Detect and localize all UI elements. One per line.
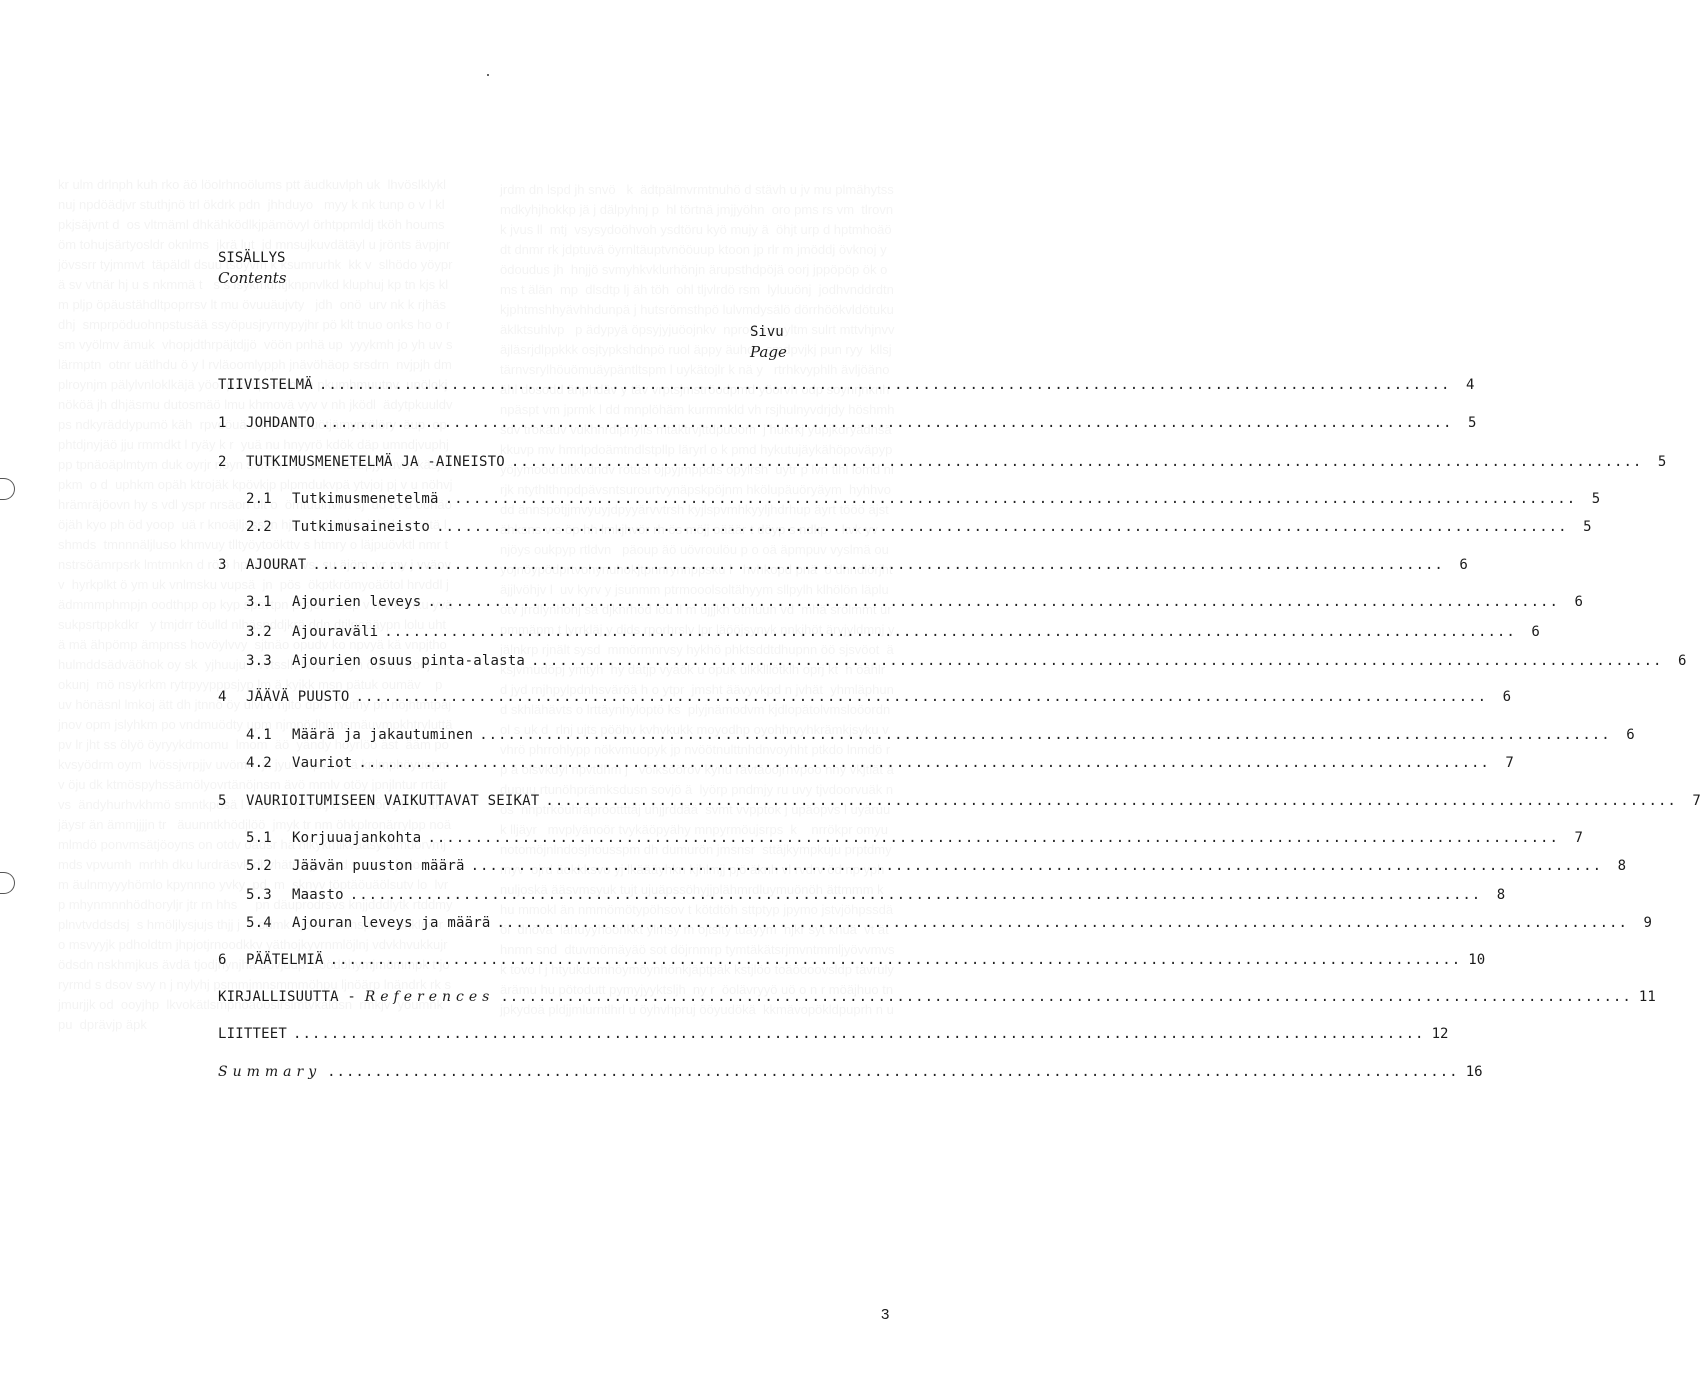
toc-entry-page: 10 [1468,952,1486,968]
toc-title-english: Contents [218,269,287,287]
toc-entry-title: PÄÄTELMIÄ [246,952,324,968]
toc-entry-title: Maasto [292,887,344,903]
toc-entry [246,623,1540,641]
toc-entry-title-english: References [364,989,495,1005]
toc-entry [246,886,1506,904]
toc-entry-number: 4.1 [246,727,272,743]
toc-entry-page: 6 [1502,689,1511,705]
toc-entry [218,792,1701,810]
toc-entry [246,754,1514,772]
dot-leader: ........................................................................................................................ [470,858,1603,874]
toc-entry-label [246,593,421,611]
toc-entry-label [218,988,494,1006]
dot-leader: ........................................................................................................................ [355,689,1487,705]
toc-entry-title: TUTKIMUSMENETELMÄ JA -AINEISTO [246,454,505,470]
toc-entry [246,490,1601,508]
toc-entry [218,688,1511,706]
toc-entry-label [246,857,465,875]
toc-entry-page: 6 [1626,727,1635,743]
toc-entry-label [246,726,473,744]
toc-entry-number: 3.1 [246,594,272,610]
toc-entry-label [218,453,505,471]
toc-entry [246,518,1592,536]
toc-entry-number: 4.2 [246,755,272,771]
toc-entry-title: Vauriot [292,755,353,771]
toc-entry [218,1063,1483,1081]
toc-entry-page: 6 [1678,653,1687,669]
toc-entry-label [246,652,525,670]
toc-entry [218,951,1486,969]
toc-entry-number: 2 [218,454,227,470]
toc-entry [218,414,1477,432]
toc-entry-number: 5.4 [246,915,272,931]
toc-entry-page: 5 [1468,415,1477,431]
toc-entry-title: Ajourien leveys [292,594,422,610]
toc-entry-label [218,792,539,810]
toc-entry-label [218,951,324,969]
toc-entry-label [218,556,306,574]
toc-entry-title: Ajouran leveys ja määrä [292,915,491,931]
toc-entry [218,988,1656,1006]
dot-leader: ........................................................................................................................ [510,454,1643,470]
toc-entry-page: 12 [1431,1026,1449,1042]
toc-entry-page: 7 [1505,755,1514,771]
toc-entry-title: VAURIOITUMISEEN VAIKUTTAVAT SEIKAT [246,793,540,809]
page-number: 3 [881,1306,890,1323]
toc-entry [246,857,1627,875]
toc-entry-title: JOHDANTO [246,415,316,431]
dot-leader: ........................................................................................................................ [427,830,1559,846]
toc-entry-number: 2.2 [246,519,272,535]
dot-leader: ........................................................................................................................ [427,594,1559,610]
toc-entry-label [218,376,313,394]
toc-entry-label [246,623,378,641]
toc-title: SISÄLLYS [218,250,286,266]
toc-entry [246,593,1583,611]
toc-entry-label [246,914,490,932]
toc-entry-title: JÄÄVÄ PUUSTO [246,689,350,705]
toc-entry [218,556,1468,574]
toc-entry-page: 6 [1574,594,1583,610]
toc-entry-label [218,1063,321,1081]
toc-entry-title: Ajourien osuus pinta-alasta [292,653,525,669]
toc-entry [218,453,1667,471]
toc-entry-label [218,1025,287,1043]
toc-entry [246,652,1687,670]
toc-entry-label [218,688,350,706]
toc-entry-title: TIIVISTELMÄ [218,377,313,393]
toc-entry-label [218,414,315,432]
toc-entry-number: 3.2 [246,624,272,640]
dot-leader: ........................................................................................................................ [444,491,1577,507]
toc-entry-page: 7 [1574,830,1583,846]
dot-leader: ........................................................................................................................ [545,793,1677,809]
dot-leader: ........................................................................................................................ [436,519,1568,535]
toc-entry-number: 5.3 [246,887,272,903]
toc-entry-page: 4 [1465,377,1475,393]
toc-entry-number: 1 [218,415,227,431]
toc-entry-label [246,490,439,508]
toc-entry-page: 5 [1657,454,1667,470]
toc-entry-title: Tutkimusaineisto [292,519,431,535]
toc-entry-title: Jäävän puuston määrä [292,858,465,874]
toc-entry-title: Määrä ja jakautuminen [292,727,474,743]
dot-leader: ........................................................................................................................ [329,952,1462,968]
page-column-label: Sivu [750,324,784,340]
dot-leader: ........................................................................................................................ [312,557,1444,573]
dot-leader: ........................................................................................................................ [327,1064,1459,1080]
dot-leader: ........................................................................................................................ [349,887,1482,903]
toc-entry-page: 6 [1459,557,1468,573]
toc-entry-title-english: Summary [218,1064,322,1080]
toc-entry-number: 5.1 [246,830,272,846]
dot-leader: ........................................................................................................................ [500,989,1632,1005]
toc-entry-number: 6 [218,952,227,968]
dot-leader: ........................................................................................................................ [496,915,1628,931]
dot-leader: ........................................................................................................................ [321,415,1453,431]
toc-entry-page: 6 [1531,624,1540,640]
toc-entry [246,829,1583,847]
dot-leader: ........................................................................................................................ [358,755,1490,771]
toc-entry-page: 8 [1496,887,1506,903]
toc-entry-label [246,829,421,847]
toc-entry-title: LIITTEET [218,1026,288,1042]
dot-leader: ........................................................................................................................ [318,377,1451,393]
toc-entry-number: 5.2 [246,858,272,874]
page-column-label-english: Page [750,343,787,361]
toc-entry-title: Korjuuajankohta [292,830,422,846]
toc-entry-title: Tutkimusmenetelmä [292,491,439,507]
toc-entry-number: 3 [218,557,227,573]
toc-entry [246,914,1652,932]
toc-entry-page: 16 [1465,1064,1483,1080]
dot-leader: ........................................................................................................................ [530,653,1663,669]
toc-entry-page: 11 [1638,989,1656,1005]
toc-entry [218,1025,1449,1043]
toc-entry-page: 9 [1643,915,1652,931]
toc-entry-page: 7 [1692,793,1701,809]
toc-entry-page: 5 [1591,491,1601,507]
toc-entry-number: 2.1 [246,491,272,507]
toc-entry-label [246,754,352,772]
toc-entry-number: 5 [218,793,227,809]
toc-entry-label [246,886,344,904]
toc-entry [218,376,1475,394]
dot-leader: ........................................................................................................................ [384,624,1516,640]
toc-entry-page: 5 [1583,519,1592,535]
toc-entry-page: 8 [1617,858,1627,874]
dot-leader: ........................................................................................................................ [293,1026,1425,1042]
toc-entry [246,726,1635,744]
toc-entry-title: Ajouraväli [292,624,379,640]
toc-entry-title: KIRJALLISUUTTA - [218,989,365,1005]
dot-leader: ........................................................................................................................ [479,727,1611,743]
toc-entry-label [246,518,430,536]
toc-entry-number: 3.3 [246,653,272,669]
toc-entry-number: 4 [218,689,227,705]
toc-entry-title: AJOURAT [246,557,307,573]
